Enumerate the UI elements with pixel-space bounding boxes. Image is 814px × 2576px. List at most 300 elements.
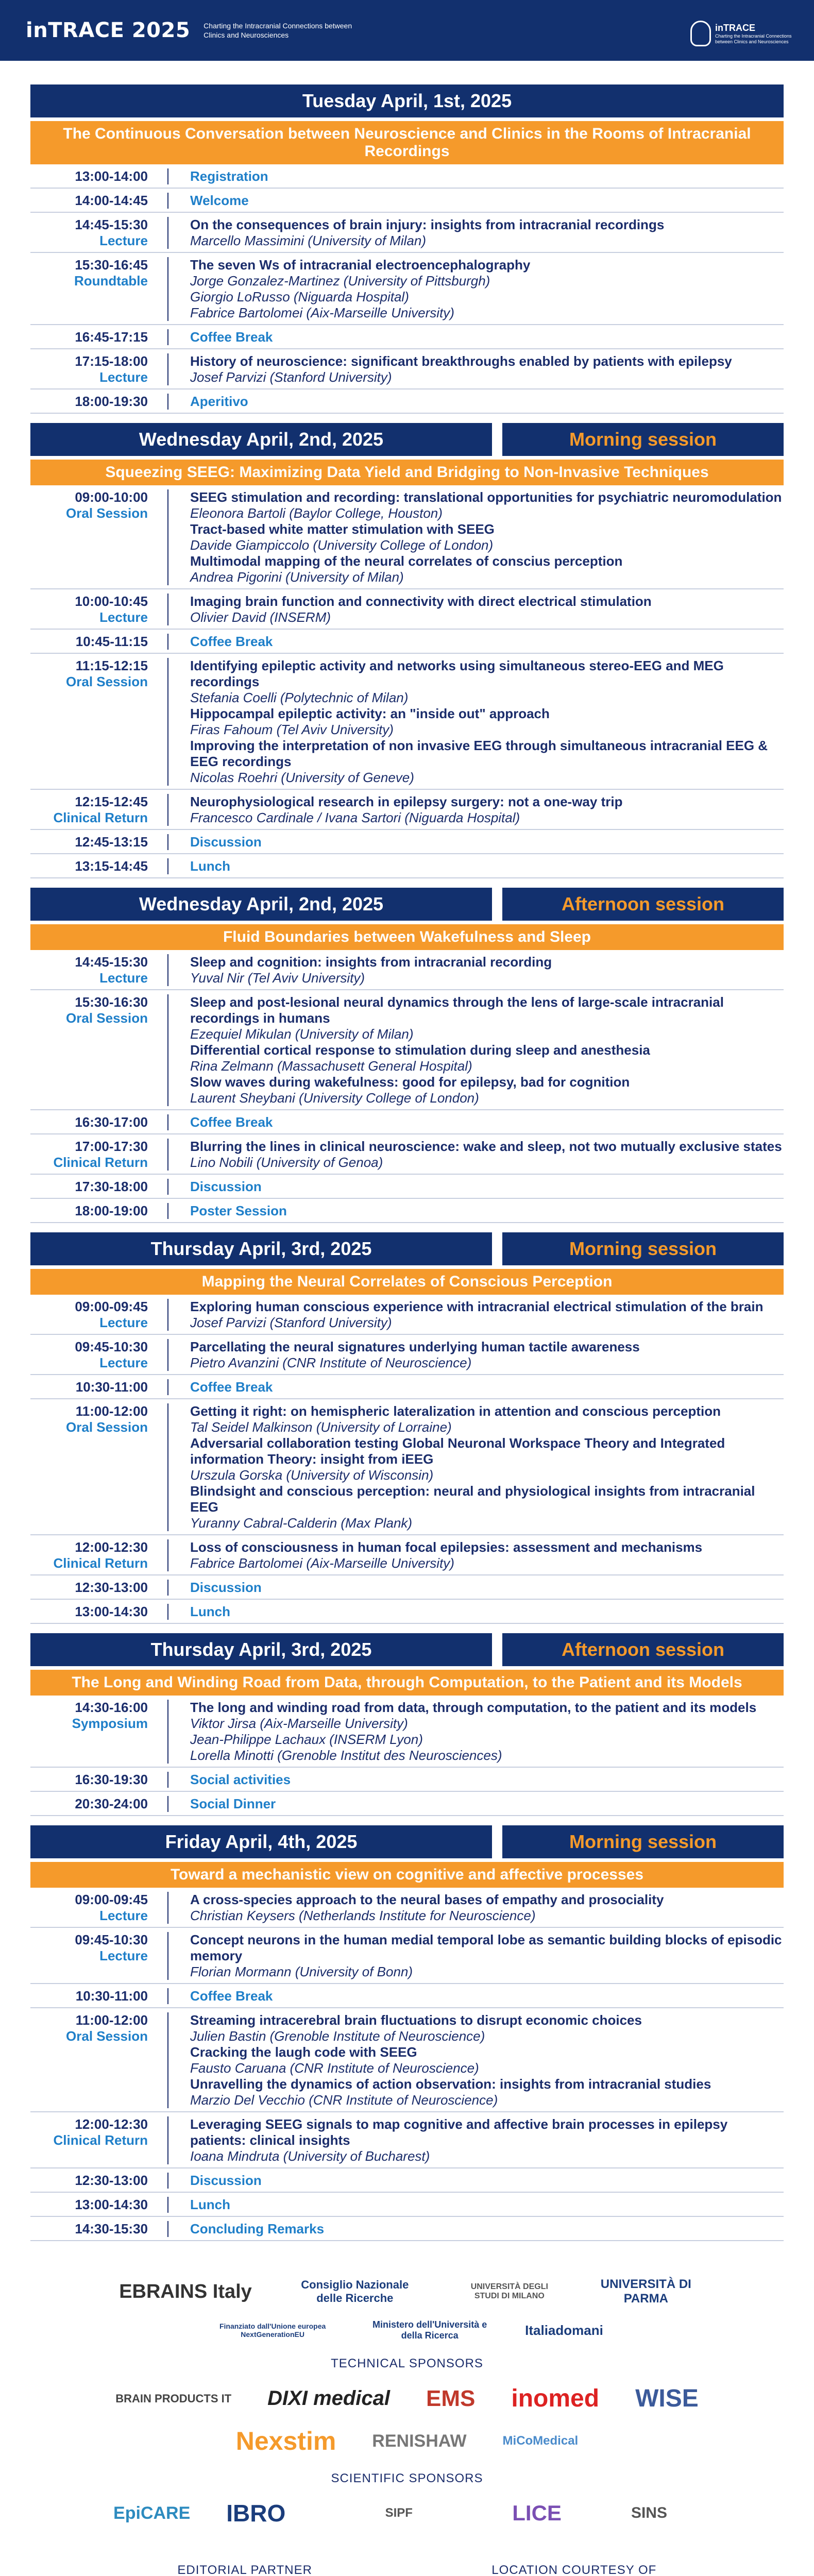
day-date: Wednesday April, 2nd, 2025 (30, 888, 492, 921)
time-cell (30, 794, 168, 826)
speaker: Firas Fahoum (Tel Aviv University) (190, 722, 394, 737)
session-type: Oral Session (66, 2028, 148, 2044)
schedule-row (30, 654, 784, 790)
time-cell (30, 353, 168, 385)
speaker: Josef Parvizi (Stanford University) (190, 369, 392, 385)
session-type: Symposium (72, 1716, 148, 1731)
technical-sponsor-logos (0, 2384, 814, 2413)
scientific-sponsor-logo: SIPF (385, 2506, 413, 2520)
talk (190, 553, 784, 585)
time-cell (30, 2221, 168, 2237)
technical-sponsor-logo: Nexstim (235, 2427, 336, 2455)
schedule-row (30, 1175, 784, 1199)
time-range: 17:00-17:30 (75, 1139, 148, 1154)
schedule-row (30, 1335, 784, 1375)
schedule-row (30, 1110, 784, 1134)
session-type: Clinical Return (53, 1155, 148, 1170)
day-date: Wednesday April, 2nd, 2025 (30, 423, 492, 456)
time-range: 09:00-10:00 (75, 489, 148, 505)
day-header (30, 84, 784, 117)
talk-title: Identifying epileptic activity and networks using simultaneous stereo-EEG and MEG recordings (190, 658, 724, 689)
speaker: Pietro Avanzini (CNR Institute of Neuroscience) (190, 1355, 472, 1370)
talk-title: Slow waves during wakefulness: good for epilepsy, bad for cognition (190, 1074, 630, 1090)
event-label: Lunch (190, 858, 230, 874)
talk-title: Leveraging SEEG signals to map cognitive and affective brain processes in epilepsy patients: clinical insights (190, 2116, 728, 2148)
session-type: Oral Session (66, 1419, 148, 1435)
speaker: Christian Keysers (Netherlands Institute for Neuroscience) (190, 1908, 536, 1923)
talk-title: Streaming intracerebral brain fluctuations to disrupt economic choices (190, 2012, 642, 2028)
event-label: Discussion (190, 834, 262, 850)
time-cell (30, 2173, 168, 2189)
time-cell (30, 594, 168, 625)
time-range: 14:30-16:00 (75, 1700, 148, 1715)
schedule-row (30, 2193, 784, 2217)
event-label: Aperitivo (190, 394, 248, 409)
content-cell (168, 1539, 784, 1571)
partners-row (0, 2548, 814, 2576)
talk (190, 594, 784, 625)
talk (190, 706, 784, 738)
time-range: 09:00-09:45 (75, 1892, 148, 1907)
time-range: 17:15-18:00 (75, 353, 148, 369)
technical-sponsor-logo: WISE (635, 2385, 699, 2412)
content-cell (168, 489, 784, 585)
day-date: Friday April, 4th, 2025 (30, 1825, 492, 1858)
time-cell (30, 1539, 168, 1571)
talk (190, 658, 784, 706)
schedule-row (30, 1984, 784, 2008)
session-label: Morning session (502, 1232, 784, 1265)
content-cell (168, 858, 784, 874)
funding-logo: Ministero dell'Università e della Ricerca (372, 2319, 487, 2341)
session-theme: Squeezing SEEG: Maximizing Data Yield and Bridging to Non-Invasive Techniques (30, 460, 784, 485)
time-cell (30, 1114, 168, 1130)
content-cell (168, 834, 784, 850)
event-label: Coffee Break (190, 1114, 273, 1130)
time-range: 09:00-09:45 (75, 1299, 148, 1314)
location-heading: LOCATION COURTESY OF (491, 2563, 657, 2576)
content-cell (168, 1139, 784, 1171)
speaker: Tal Seidel Malkinson (University of Lorraine) (190, 1419, 452, 1435)
content-cell (168, 329, 784, 345)
talk (190, 954, 784, 986)
time-range: 10:00-10:45 (75, 594, 148, 609)
talk (190, 1539, 784, 1571)
schedule-row (30, 2168, 784, 2193)
schedule-row (30, 389, 784, 414)
talk (190, 1339, 784, 1371)
schedule-row (30, 854, 784, 878)
schedule-row (30, 349, 784, 389)
time-cell (30, 2012, 168, 2108)
speaker: Nicolas Roehri (University of Geneve) (190, 770, 414, 785)
session-type: Lecture (99, 1948, 148, 1963)
scientific-sponsor-logo: EpiCARE (113, 2503, 191, 2523)
day-block (30, 1825, 784, 2241)
content-cell (168, 594, 784, 625)
session-type: Lecture (99, 233, 148, 248)
time-range: 09:45-10:30 (75, 1339, 148, 1354)
schedule-row (30, 830, 784, 854)
session-theme: The Long and Winding Road from Data, through Computation, to the Patient and its Models (30, 1670, 784, 1696)
event-label: Registration (190, 168, 268, 184)
time-range: 15:30-16:30 (75, 994, 148, 1010)
time-cell (30, 634, 168, 650)
day-date: Thursday April, 3rd, 2025 (30, 1232, 492, 1265)
session-label: Morning session (502, 423, 784, 456)
content-cell (168, 794, 784, 826)
talk (190, 1139, 784, 1171)
time-range: 13:00-14:00 (75, 168, 148, 184)
talk (190, 1700, 784, 1764)
content-cell (168, 1403, 784, 1531)
content-cell (168, 634, 784, 650)
talk (190, 353, 784, 385)
day-date: Tuesday April, 1st, 2025 (30, 84, 784, 117)
session-type: Lecture (99, 970, 148, 986)
time-cell (30, 489, 168, 585)
time-range: 10:45-11:15 (75, 634, 148, 649)
talk (190, 794, 784, 826)
time-range: 12:15-12:45 (75, 794, 148, 809)
session-label: Afternoon session (502, 888, 784, 921)
event-title: inTRACE 2025 (26, 19, 191, 42)
speaker: Marcello Massimini (University of Milan) (190, 233, 426, 248)
session-type: Clinical Return (53, 810, 148, 825)
content-cell (168, 257, 784, 321)
technical-sponsor-logo: RENISHAW (372, 2431, 467, 2451)
time-cell (30, 1403, 168, 1531)
talk (190, 738, 784, 786)
schedule-row (30, 1535, 784, 1575)
time-cell (30, 394, 168, 410)
talk (190, 521, 784, 553)
time-range: 14:00-14:45 (75, 193, 148, 208)
content-cell (168, 1339, 784, 1371)
time-range: 10:30-11:00 (75, 1379, 148, 1395)
time-cell (30, 329, 168, 345)
talk-title: The seven Ws of intracranial electroencephalography (190, 257, 531, 273)
talk-title: Differential cortical response to stimulation during sleep and anesthesia (190, 1042, 650, 1058)
content-cell (168, 1179, 784, 1195)
talk-title: Blindsight and conscious perception: neural and physiological insights from intracranial EEG (190, 1483, 755, 1515)
time-range: 11:00-12:00 (75, 2012, 148, 2028)
time-range: 13:00-14:30 (75, 1604, 148, 1619)
speaker: Stefania Coelli (Polytechnic of Milan) (190, 690, 409, 705)
talk-title: The long and winding road from data, through computation, to the patient and its models (190, 1700, 757, 1715)
time-cell (30, 1932, 168, 1980)
time-cell (30, 858, 168, 874)
technical-sponsors-heading: TECHNICAL SPONSORS (331, 2357, 483, 2370)
speaker: Francesco Cardinale / Ivana Sartori (Niguarda Hospital) (190, 810, 520, 825)
session-type: Oral Session (66, 674, 148, 689)
schedule-row (30, 164, 784, 189)
time-range: 14:45-15:30 (75, 954, 148, 970)
session-type: Roundtable (74, 273, 148, 289)
session-theme: Toward a mechanistic view on cognitive and affective processes (30, 1862, 784, 1888)
talk (190, 1932, 784, 1980)
time-cell (30, 1139, 168, 1171)
schedule-row (30, 990, 784, 1110)
time-cell (30, 217, 168, 249)
time-cell (30, 2197, 168, 2213)
session-type: Lecture (99, 609, 148, 625)
event-label: Social Dinner (190, 1796, 276, 1811)
session-type: Clinical Return (53, 1555, 148, 1571)
talk-title: Hippocampal epileptic activity: an "inside out" approach (190, 706, 550, 721)
speaker: Fausto Caruana (CNR Institute of Neuroscience) (190, 2060, 479, 2076)
institutional-logos (0, 2277, 814, 2306)
talk (190, 2116, 784, 2164)
schedule-row (30, 1399, 784, 1535)
session-theme: Mapping the Neural Correlates of Conscious Perception (30, 1269, 784, 1295)
time-range: 14:30-15:30 (75, 2221, 148, 2236)
talk-title: Sleep and post-lesional neural dynamics through the lens of large-scale intracranial recordings in humans (190, 994, 724, 1026)
schedule-row (30, 213, 784, 253)
technical-sponsor-logo: EMS (426, 2385, 476, 2411)
speaker: Davide Giampiccolo (University College of London) (190, 537, 494, 553)
institution-logo: UNIVERSITÀ DI PARMA (600, 2277, 691, 2306)
talk (190, 489, 784, 521)
speaker: Jean-Philippe Lachaux (INSERM Lyon) (190, 1732, 423, 1747)
schedule-row (30, 1696, 784, 1768)
event-label: Concluding Remarks (190, 2221, 325, 2236)
schedule-row (30, 189, 784, 213)
talk (190, 1299, 784, 1331)
content-cell (168, 2012, 784, 2108)
speaker: Florian Mormann (University of Bonn) (190, 1964, 413, 1979)
talk-title: Improving the interpretation of non invasive EEG through simultaneous intracranial EEG & EEG recordings (190, 738, 768, 769)
speaker: Ezequiel Mikulan (University of Milan) (190, 1026, 414, 1042)
event-label: Welcome (190, 193, 249, 208)
talk-title: On the consequences of brain injury: insights from intracranial recordings (190, 217, 665, 232)
event-label: Coffee Break (190, 634, 273, 649)
talk-title: Blurring the lines in clinical neuroscience: wake and sleep, not two mutually exclusive states (190, 1139, 782, 1154)
talk-title: Imaging brain function and connectivity with direct electrical stimulation (190, 594, 652, 609)
time-cell (30, 1580, 168, 1596)
event-subtitle: Charting the Intracranial Connections between Clinics and Neurosciences (204, 22, 352, 39)
time-range: 11:00-12:00 (75, 1403, 148, 1419)
schedule-row (30, 2217, 784, 2241)
day-block (30, 423, 784, 878)
time-cell (30, 1700, 168, 1764)
time-cell (30, 1892, 168, 1924)
scientific-sponsor-logo: LICE (512, 2501, 562, 2525)
content-cell (168, 2116, 784, 2164)
session-type: Lecture (99, 1355, 148, 1370)
time-range: 12:30-13:00 (75, 2173, 148, 2188)
day-block (30, 1232, 784, 1624)
content-cell (168, 394, 784, 410)
day-block (30, 84, 784, 414)
time-range: 16:45-17:15 (75, 329, 148, 345)
session-label: Afternoon session (502, 1633, 784, 1666)
speaker: Fabrice Bartolomei (Aix-Marseille University) (190, 305, 454, 320)
speaker: Eleonora Bartoli (Baylor College, Houston) (190, 505, 443, 521)
talk-title: SEEG stimulation and recording: translational opportunities for psychiatric neuromodulation (190, 489, 782, 505)
content-cell (168, 1299, 784, 1331)
talk (190, 1892, 784, 1924)
content-cell (168, 1203, 784, 1219)
talk-title: Concept neurons in the human medial temporal lobe as semantic building blocks of episodic memory (190, 1932, 782, 1963)
funding-logo: Italiadomani (525, 2322, 603, 2338)
time-cell (30, 257, 168, 321)
session-type: Lecture (99, 1908, 148, 1923)
schedule-row (30, 1792, 784, 1816)
content-cell (168, 217, 784, 249)
program (30, 61, 784, 2241)
time-cell (30, 834, 168, 850)
content-cell (168, 658, 784, 786)
talk (190, 2012, 784, 2044)
time-range: 18:00-19:00 (75, 1203, 148, 1218)
day-block (30, 1633, 784, 1816)
time-range: 16:30-19:30 (75, 1772, 148, 1787)
day-header (30, 1633, 784, 1666)
day-header (30, 423, 784, 456)
technical-sponsor-logo: BRAIN PRODUCTS IT (115, 2392, 232, 2405)
talk-title: Sleep and cognition: insights from intracranial recording (190, 954, 552, 970)
time-range: 15:30-16:45 (75, 257, 148, 273)
day-header (30, 1825, 784, 1858)
day-header (30, 888, 784, 921)
content-cell (168, 1379, 784, 1395)
speaker: Viktor Jirsa (Aix-Marseille University) (190, 1716, 408, 1731)
event-label: Coffee Break (190, 329, 273, 345)
schedule-row (30, 325, 784, 349)
time-cell (30, 1604, 168, 1620)
sponsors-section (0, 2277, 814, 2576)
speaker: Andrea Pigorini (University of Milan) (190, 569, 404, 585)
time-range: 17:30-18:00 (75, 1179, 148, 1194)
talk (190, 217, 784, 249)
event-label: Lunch (190, 2197, 230, 2212)
day-date: Thursday April, 3rd, 2025 (30, 1633, 492, 1666)
technical-sponsor-logos-2 (0, 2426, 814, 2456)
time-cell (30, 1988, 168, 2004)
schedule-row (30, 485, 784, 589)
content-cell (168, 2221, 784, 2237)
time-range: 20:30-24:00 (75, 1796, 148, 1811)
content-cell (168, 1892, 784, 1924)
scientific-sponsor-logos (0, 2499, 814, 2527)
technical-sponsor-logo: inomed (511, 2385, 600, 2412)
speaker: Giorgio LoRusso (Niguarda Hospital) (190, 289, 409, 304)
session-theme: Fluid Boundaries between Wakefulness and Sleep (30, 924, 784, 950)
content-cell (168, 2197, 784, 2213)
time-range: 12:30-13:00 (75, 1580, 148, 1595)
talk-title: Multimodal mapping of the neural correlates of conscius perception (190, 553, 623, 569)
schedule-row (30, 1600, 784, 1624)
event-label: Discussion (190, 1580, 262, 1595)
speaker: Yuval Nir (Tel Aviv University) (190, 970, 365, 986)
speaker: Rina Zelmann (Massachusett General Hospital) (190, 1058, 472, 1074)
editorial-partner-heading: EDITORIAL PARTNER (177, 2563, 312, 2576)
content-cell (168, 1114, 784, 1130)
time-cell (30, 1179, 168, 1195)
time-range: 12:45-13:15 (75, 834, 148, 850)
talk (190, 1042, 784, 1074)
time-range: 13:00-14:30 (75, 2197, 148, 2212)
schedule-row (30, 1295, 784, 1335)
time-cell (30, 1339, 168, 1371)
institution-logo: EBRAINS Italy (119, 2280, 252, 2302)
event-label: Coffee Break (190, 1988, 273, 2004)
session-type: Clinical Return (53, 2132, 148, 2148)
talk (190, 1435, 784, 1483)
technical-sponsor-logo: DIXI medical (267, 2387, 391, 2410)
schedule-row (30, 1134, 784, 1175)
speaker: Marzio Del Vecchio (CNR Institute of Neuroscience) (190, 2092, 498, 2108)
content-cell (168, 1932, 784, 1980)
scientific-sponsor-logo: IBRO (226, 2500, 286, 2527)
time-cell (30, 2116, 168, 2164)
time-cell (30, 193, 168, 209)
talk-title: Loss of consciousness in human focal epilepsies: assessment and mechanisms (190, 1539, 703, 1555)
session-label: Morning session (502, 1825, 784, 1858)
content-cell (168, 1604, 784, 1620)
funding-logos (0, 2319, 814, 2341)
day-header (30, 1232, 784, 1265)
speaker: Josef Parvizi (Stanford University) (190, 1315, 392, 1330)
speaker: Lorella Minotti (Grenoble Institut des Neurosciences) (190, 1748, 502, 1763)
time-cell (30, 1379, 168, 1395)
talk-title: Exploring human conscious experience with intracranial electrical stimulation of the brain (190, 1299, 764, 1314)
content-cell (168, 353, 784, 385)
scientific-sponsors-heading: SCIENTIFIC SPONSORS (331, 2471, 483, 2485)
schedule-row (30, 1199, 784, 1223)
time-range: 09:45-10:30 (75, 1932, 148, 1947)
session-type: Lecture (99, 1315, 148, 1330)
session-type: Lecture (99, 369, 148, 385)
talk (190, 1483, 784, 1531)
talk-title: Cracking the laugh code with SEEG (190, 2044, 417, 2060)
schedule-row (30, 1375, 784, 1399)
talk (190, 2076, 784, 2108)
schedule-row (30, 1888, 784, 1928)
time-cell (30, 1203, 168, 1219)
talk (190, 2044, 784, 2076)
time-cell (30, 168, 168, 184)
schedule-row (30, 790, 784, 830)
page-header (0, 0, 814, 61)
speaker: Olivier David (INSERM) (190, 609, 331, 625)
talk-title: Unravelling the dynamics of action observation: insights from intracranial studies (190, 2076, 711, 2092)
speaker: Ioana Mindruta (University of Bucharest) (190, 2148, 430, 2164)
speaker: Urszula Gorska (University of Wisconsin) (190, 1467, 434, 1483)
content-cell (168, 994, 784, 1106)
time-cell (30, 954, 168, 986)
institution-logo: Consiglio Nazionale delle Ricerche (301, 2278, 409, 2304)
event-label: Lunch (190, 1604, 230, 1619)
talk-title: Tract-based white matter stimulation with SEEG (190, 521, 495, 537)
technical-sponsor-logo: MiCoMedical (502, 2434, 579, 2448)
talk (190, 1074, 784, 1106)
event-label: Coffee Break (190, 1379, 273, 1395)
schedule-row (30, 1575, 784, 1600)
time-cell (30, 1796, 168, 1812)
brain-icon (690, 21, 711, 46)
session-type: Oral Session (66, 1010, 148, 1026)
content-cell (168, 1700, 784, 1764)
talk (190, 1403, 784, 1435)
schedule-row (30, 950, 784, 990)
event-label: Discussion (190, 2173, 262, 2188)
content-cell (168, 193, 784, 209)
time-range: 13:15-14:45 (75, 858, 148, 874)
time-range: 11:15-12:15 (75, 658, 148, 673)
schedule-row (30, 2112, 784, 2168)
